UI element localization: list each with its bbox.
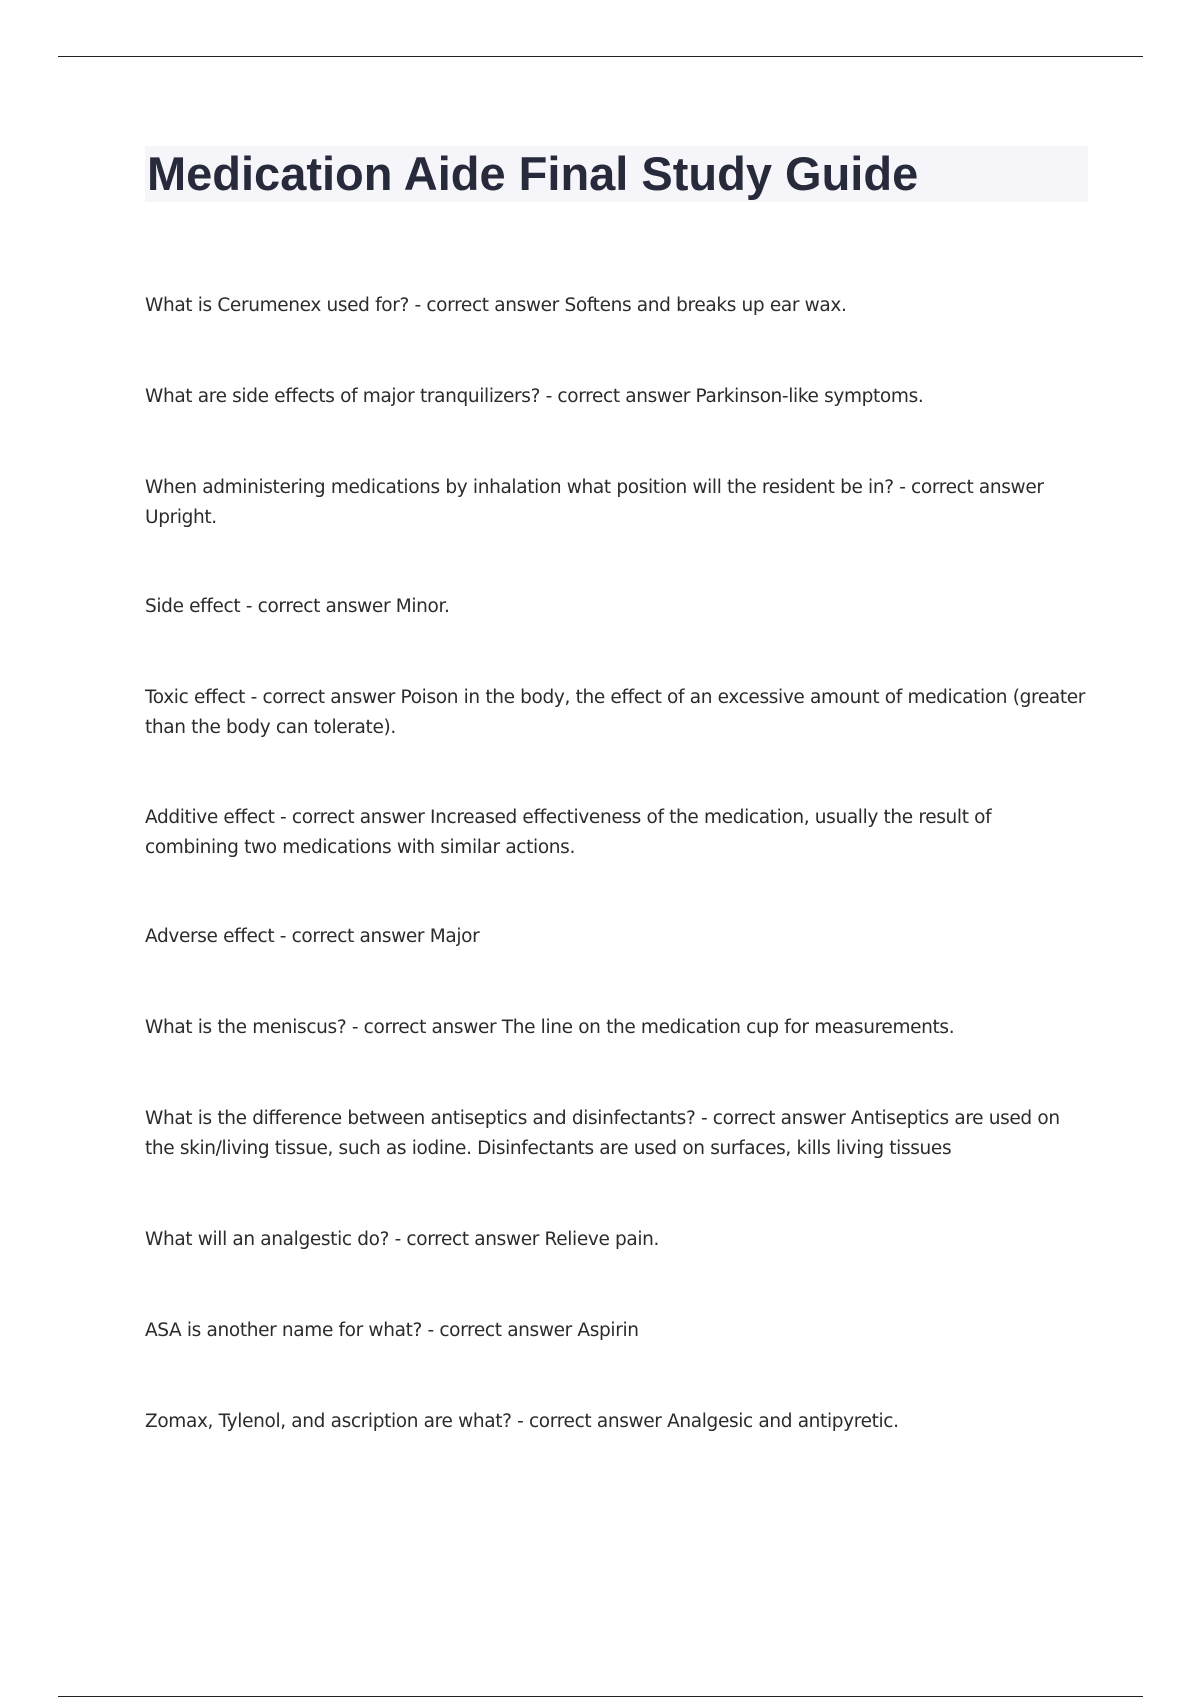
qa-item-tranquilizers: What are side effects of major tranquilizers? - correct answer Parkinson-like symptoms.: [145, 386, 924, 407]
top-rule: [58, 56, 1143, 57]
qa-item-analgesic: What will an analgestic do? - correct answer Relieve pain.: [145, 1229, 660, 1250]
qa-item-antiseptics: What is the difference between antiseptics and disinfectants? - correct answer Antiseptics are used on the skin/living tissue, such as iodine. Disinfectants are used on surfaces, kills living tissues: [145, 1108, 1060, 1159]
title-banner: [145, 146, 1088, 202]
qa-item-cerumenex: What is Cerumenex used for? - correct answer Softens and breaks up ear wax.: [145, 295, 847, 316]
bottom-rule: [58, 1696, 1143, 1697]
qa-item-adverse-effect: Adverse effect - correct answer Major: [145, 926, 480, 947]
qa-item-asa: ASA is another name for what? - correct answer Aspirin: [145, 1320, 639, 1341]
qa-item-toxic-effect: Toxic effect - correct answer Poison in the body, the effect of an excessive amount of medication (greater than the body can tolerate).: [145, 687, 1086, 738]
qa-item-meniscus: What is the meniscus? - correct answer The line on the medication cup for measurements.: [145, 1017, 955, 1038]
qa-item-inhalation: When administering medications by inhalation what position will the resident be in? - correct answer Upright.: [145, 477, 1044, 528]
qa-item-zomax: Zomax, Tylenol, and ascription are what? - correct answer Analgesic and antipyretic.: [145, 1411, 899, 1432]
page-title: Medication Aide Final Study Guide: [147, 147, 919, 200]
qa-item-side-effect: Side effect - correct answer Minor.: [145, 596, 450, 617]
qa-item-additive-effect: Additive effect - correct answer Increased effectiveness of the medication, usually the result of combining two medications with similar actions.: [145, 807, 992, 858]
